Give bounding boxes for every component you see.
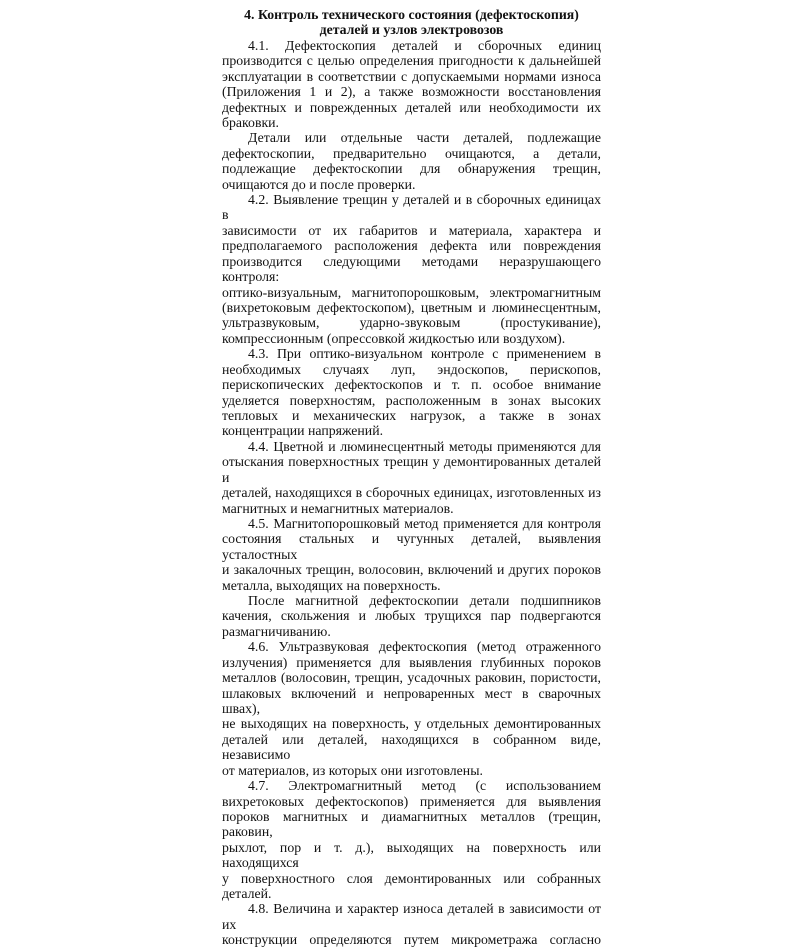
paragraph-line: пороков магнитных и диамагнитных металлов (трещин, раковин, xyxy=(222,808,601,840)
paragraph-line: дефектных и поврежденных деталей или необходимости их xyxy=(222,99,601,115)
paragraph-line: отыскания поверхностных трещин у демонтированных деталей и xyxy=(222,454,601,485)
paragraph xyxy=(222,593,601,639)
paragraph xyxy=(222,639,601,778)
paragraph xyxy=(222,130,601,192)
paragraph-line: и закалочных трещин, волосовин, включений и других пороков xyxy=(222,562,601,578)
paragraph-line: деталей, находящихся в сборочных единицах, изготовленных из xyxy=(222,485,601,501)
paragraph-line: (Приложения 1 и 2), а также возможности восстановления xyxy=(222,84,601,100)
paragraph-line: 4.7. Электромагнитный метод (с использованием xyxy=(248,778,601,794)
paragraph-line: После магнитной дефектоскопии детали подшипников xyxy=(248,593,601,609)
paragraph xyxy=(222,901,601,947)
paragraph-line: у поверхностного слоя демонтированных или собранных деталей. xyxy=(222,870,601,902)
paragraph-line: тепловых и механических нагрузок, а также в зонах xyxy=(222,407,601,423)
paragraph-line: производится следующими методами неразрушающего контроля: xyxy=(222,253,601,285)
paragraph-line: конструкции определяются путем микрометража согласно xyxy=(222,932,601,948)
paragraph-line: шлаковых включений и непроваренных мест в сварочных швах), xyxy=(222,685,601,716)
paragraph xyxy=(222,516,601,593)
paragraph-line: 4.4. Цветной и люминесцентный методы применяются для xyxy=(248,438,601,454)
paragraph-line: подлежащие дефектоскопии для обнаружения трещин, xyxy=(222,161,601,177)
section-title-line-1: 4. Контроль технического состояния (дефектоскопия) xyxy=(244,7,579,22)
paragraph-line: ультразвуковым, ударно-звуковым (простукивание), xyxy=(222,315,601,331)
paragraph-line: магнитных и немагнитных материалов. xyxy=(222,500,454,516)
paragraph-line: деталей или деталей, находящихся в собранном виде, независимо xyxy=(222,731,601,763)
paragraph-line: 4.5. Магнитопорошковый метод применяется для контроля xyxy=(248,515,601,531)
document-body xyxy=(222,38,601,948)
paragraph-line: браковки. xyxy=(222,114,279,130)
paragraph-line: эксплуатации в соответствии с допускаемыми нормами износа xyxy=(222,68,601,84)
paragraph xyxy=(222,192,601,346)
paragraph xyxy=(222,439,601,516)
paragraph-line: 4.3. При оптико-визуальном контроле с применением в xyxy=(248,346,601,362)
paragraph-line: производится с целью определения пригодности к дальнейшей xyxy=(222,53,601,69)
paragraph-line: 4.2. Выявление трещин у деталей и в сборочных единицах в xyxy=(222,192,601,223)
paragraph-line: зависимости от их габаритов и материала, характера и xyxy=(222,222,601,238)
paragraph-line: Детали или отдельные части деталей, подлежащие xyxy=(248,130,601,146)
paragraph-line: компрессионным (опрессовкой жидкостью или воздухом). xyxy=(222,330,566,346)
paragraph-line: оптико-визуальным, магнитопорошковым, электромагнитным xyxy=(222,284,601,300)
paragraph-line: не выходящих на поверхность, у отдельных демонтированных xyxy=(222,716,601,732)
paragraph-line: предполагаемого расположения дефекта или повреждения xyxy=(222,238,601,254)
paragraph-line: состояния стальных и чугунных деталей, выявления усталостных xyxy=(222,531,601,562)
paragraph-line: очищаются до и после проверки. xyxy=(222,176,416,192)
paragraph-line: 4.1. Дефектоскопия деталей и сборочных единиц xyxy=(248,37,601,53)
paragraph-line: размагничиванию. xyxy=(222,623,331,639)
paragraph-line: качения, скольжения и любых трущихся пар подвергаются xyxy=(222,608,601,624)
paragraph-line: металла, выходящих на поверхность. xyxy=(222,577,441,593)
paragraph-line: концентрации напряжений. xyxy=(222,423,384,439)
paragraph-line: 4.6. Ультразвуковая дефектоскопия (метод отраженного xyxy=(248,639,601,655)
paragraph-line: 4.8. Величина и характер износа деталей в зависимости от их xyxy=(222,901,601,932)
paragraph-line: дефектоскопии, предварительно очищаются, а детали, xyxy=(222,145,601,161)
paragraph-line: перископических дефектоскопов и т. п. особое внимание xyxy=(222,377,601,393)
paragraph-line: (вихретоковым дефектоскопом), цветным и люминесцентным, xyxy=(222,300,601,316)
paragraph-line: металлов (волосовин, трещин, усадочных раковин, пористости, xyxy=(222,670,601,686)
document-page xyxy=(222,7,601,948)
paragraph-line: вихретоковых дефектоскопов) применяется для выявления xyxy=(222,793,601,809)
paragraph xyxy=(222,38,601,131)
paragraph-line: от материалов, из которых они изготовлены. xyxy=(222,762,483,778)
paragraph-line: уделяется поверхностям, расположенным в зонах высоких xyxy=(222,392,601,408)
paragraph xyxy=(222,778,601,901)
paragraph xyxy=(222,346,601,439)
paragraph-line: необходимых случаях луп, эндоскопов, перископов, xyxy=(222,361,601,377)
paragraph-line: излучения) применяется для выявления глубинных пороков xyxy=(222,654,601,670)
paragraph-line: рыхлот, пор и т. д.), выходящих на поверхность или находящихся xyxy=(222,839,601,871)
section-title-line-2: деталей и узлов электровозов xyxy=(319,22,504,38)
